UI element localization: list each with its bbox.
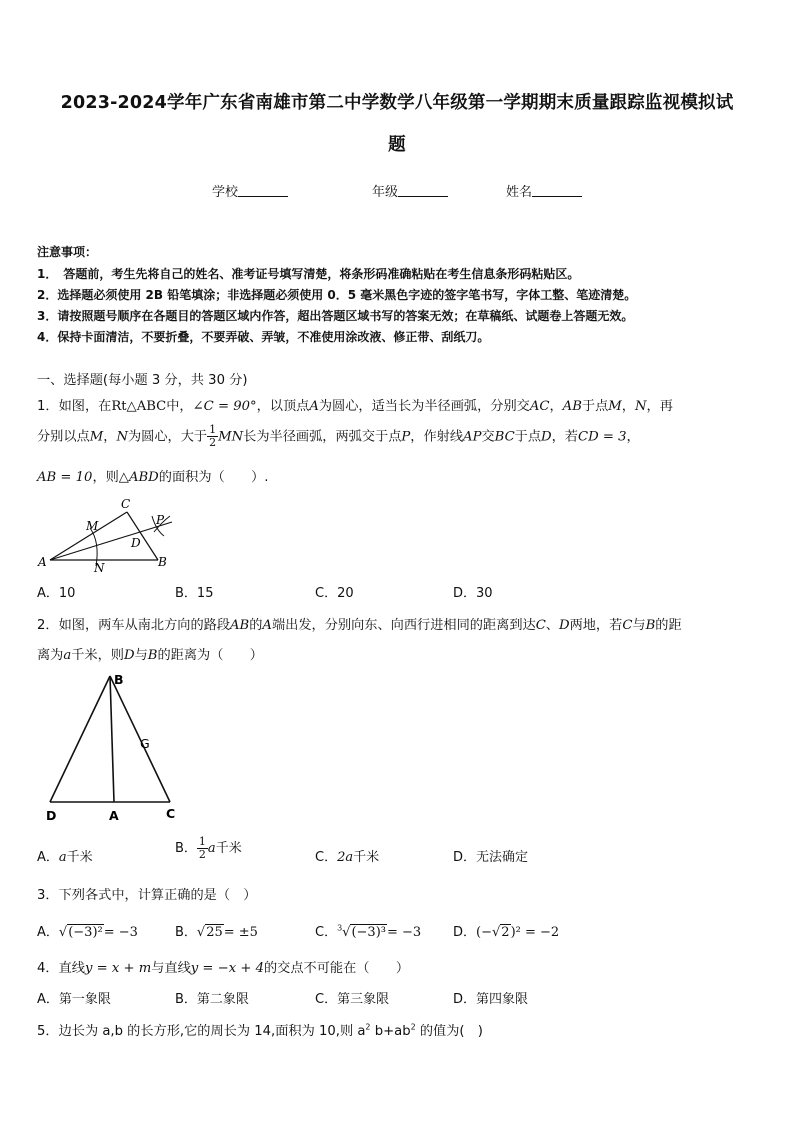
q4-option-c[interactable]: C．第三象限: [315, 992, 390, 1007]
q2-math: D: [124, 648, 135, 663]
note-item-4: 4．保持卡面清洁，不要折叠，不要弄破、弄皱，不准使用涂改液、修正带、刮纸刀。: [37, 330, 490, 344]
q1-text: ，: [103, 429, 117, 445]
q2-fraction: $\frac{1}{2}$: [198, 835, 206, 861]
q1-text: ，再: [646, 399, 673, 414]
label-a: A: [109, 808, 119, 823]
name-blank: [532, 184, 582, 197]
q4-option-a[interactable]: A．第一象限: [37, 992, 111, 1007]
q1-math: N: [116, 429, 128, 445]
q2-math: a: [63, 648, 72, 663]
q2-math: B: [147, 648, 158, 663]
q2-option-d[interactable]: D．无法确定: [453, 850, 529, 865]
q1-text: ，作射线: [410, 429, 464, 445]
q1-math: N: [634, 399, 647, 414]
q1-text: ，以顶点: [256, 399, 310, 414]
q1-math: MN: [218, 429, 244, 445]
q1-text: 1．如图，在: [37, 399, 112, 414]
q1-math: Rt△ABC: [111, 399, 167, 414]
q2-option-c[interactable]: C．2a千米: [315, 850, 380, 865]
label-p: P: [156, 513, 165, 527]
q1-line3: [37, 466, 268, 485]
label-c: C: [121, 497, 131, 511]
q2-text: 、: [545, 618, 559, 633]
q2-text: 的距: [655, 618, 682, 633]
sqrt-sign: √: [196, 925, 206, 940]
q4-text: 4．直线y = x + m与直线y = −x + 4的交点不可能在（ ）: [37, 961, 410, 976]
label-m: M: [86, 519, 99, 533]
q1-math: BC: [494, 429, 515, 445]
grade-label: 年级: [372, 185, 399, 200]
segment-ba: [110, 676, 114, 802]
q1-text: ，若: [551, 429, 578, 445]
q1-triangle-figure: [30, 492, 180, 572]
q1-math: M: [608, 399, 622, 414]
q2-text: 与: [632, 618, 646, 633]
segment-db: [50, 676, 110, 802]
q1-text: ，则△: [92, 470, 129, 485]
q2-text: 千米，则: [71, 648, 124, 663]
notes-heading: 注意事项：: [37, 245, 98, 259]
q5-text: 5．边长为 a,b 的长方形,它的周长为 14,面积为 10,则 $a^2$ $b+ab^2$ 的值为( ): [37, 1022, 483, 1039]
q1-math: ∠C = 90°: [192, 399, 257, 414]
q1-fraction: $\frac{1}{2}$: [209, 423, 217, 449]
sqrt-sign: √: [491, 925, 501, 940]
q2-math: A: [262, 618, 272, 633]
name-label: 姓名: [506, 185, 533, 200]
q2-text: 的: [249, 618, 263, 633]
q3-option-a[interactable]: A．√(−3)²= −3: [37, 925, 138, 940]
q1-text: 为圆心，适当长为半径画弧，分别交: [318, 399, 530, 414]
q2-line1: [37, 614, 682, 633]
q2-math: B: [645, 618, 656, 633]
label-b: B: [158, 555, 167, 569]
q2-option-b[interactable]: B． $\frac{1}{2}$ a千米: [175, 835, 242, 861]
q3-option-c[interactable]: C．$^3$√(−3)³= −3: [315, 923, 422, 940]
q1-line1: [37, 395, 673, 414]
label-g: G: [140, 736, 150, 751]
q2-math: D: [558, 618, 570, 633]
q2-math: C: [535, 618, 546, 633]
q1-option-a[interactable]: A．10: [37, 586, 76, 601]
q1-math: AB = 10: [37, 470, 93, 485]
q1-text: 于点: [514, 429, 542, 445]
label-d: D: [131, 536, 141, 550]
school-label: 学校: [212, 185, 239, 200]
q1-math: AC: [529, 399, 550, 414]
q1-text: ，: [549, 399, 563, 414]
q2-option-a[interactable]: A．a千米: [37, 850, 93, 865]
q1-text: 中，: [166, 399, 193, 414]
q2-text: 离为: [37, 648, 64, 663]
q4-math: y = x + m: [84, 961, 152, 976]
q3-text: 3．下列各式中，计算正确的是（ ）: [37, 888, 257, 903]
q1-text: 于点: [581, 399, 609, 414]
q1-text: ，: [621, 399, 635, 414]
section-heading: 一、选择题(每小题 3 分，共 30 分): [37, 373, 248, 388]
q1-math: M: [89, 429, 104, 445]
q1-text: 长为半径画弧，两弧交于点: [243, 429, 402, 445]
sqrt-sign: √: [342, 925, 351, 940]
note-item-1: 1． 答题前，考生先将自己的姓名、准考证号填写清楚，将条形码准确粘贴在考生信息条形码粘贴区。: [37, 267, 580, 281]
q1-math: D: [541, 429, 552, 445]
name-field: [506, 181, 582, 200]
label-d: D: [46, 808, 57, 823]
q2-text: 2．如图，两车从南北方向的路段: [37, 618, 231, 633]
q1-option-b[interactable]: B．15: [175, 586, 214, 601]
label-c: C: [166, 806, 176, 821]
grade-field: [372, 181, 448, 200]
q1-math: P: [401, 429, 411, 445]
q1-text: 的面积为（ ）.: [158, 470, 269, 485]
q4-math: y = −x + 4: [190, 961, 264, 976]
note-item-2: 2．选择题必须使用 2B 铅笔填涂；非选择题必须使用 0．5 毫米黑色字迹的签字笔书写，字体工整、笔迹清楚。: [37, 288, 637, 302]
label-b: B: [114, 672, 124, 687]
q1-math: AB: [562, 399, 582, 414]
q1-math: CD = 3: [578, 429, 627, 445]
q2-text: 两地，若: [569, 618, 623, 633]
q2-text: 与: [134, 648, 148, 663]
q3-option-b[interactable]: B．√25= ±5: [175, 925, 258, 940]
q1-option-d[interactable]: D．30: [453, 586, 493, 601]
q2-math: AB: [230, 618, 250, 633]
q4-option-b[interactable]: B．第二象限: [175, 992, 249, 1007]
q4-option-d[interactable]: D．第四象限: [453, 992, 529, 1007]
note-item-3: 3．请按照题号顺序在各题目的答题区域内作答，超出答题区域书写的答案无效；在草稿纸、试题卷上答题无效。: [37, 309, 634, 323]
q2-math: C: [622, 618, 633, 633]
q1-math: AP: [463, 429, 482, 445]
q1-text: 交: [481, 429, 495, 445]
grade-blank: [398, 184, 448, 197]
q1-text: 为圆心，大于: [128, 429, 208, 445]
q1-math: A: [309, 399, 319, 414]
q3-option-d[interactable]: D．(−√2)² = −2: [453, 925, 560, 940]
label-n: N: [94, 561, 105, 572]
q1-option-c[interactable]: C．20: [315, 586, 354, 601]
doc-title-line2: 题: [388, 135, 406, 155]
school-field: [212, 181, 288, 200]
school-blank: [238, 184, 288, 197]
label-a: A: [38, 555, 47, 569]
q2-triangle-figure: [38, 668, 198, 828]
doc-title-line1: 2023-2024学年广东省南雄市第二中学数学八年级第一学期期末质量跟踪监视模拟试: [60, 93, 734, 113]
q1-math: ABD: [128, 470, 159, 485]
q1-text: 分别以点: [37, 429, 90, 445]
q2-text: 端出发，分别向东、向西行进相同的距离到达: [271, 618, 536, 633]
q1-line2: [37, 424, 640, 449]
q1-text: ，: [626, 429, 640, 445]
q2-text: 的距离为（ ）: [157, 648, 263, 663]
sqrt-sign: √: [58, 925, 68, 940]
q2-line2: [37, 644, 263, 663]
